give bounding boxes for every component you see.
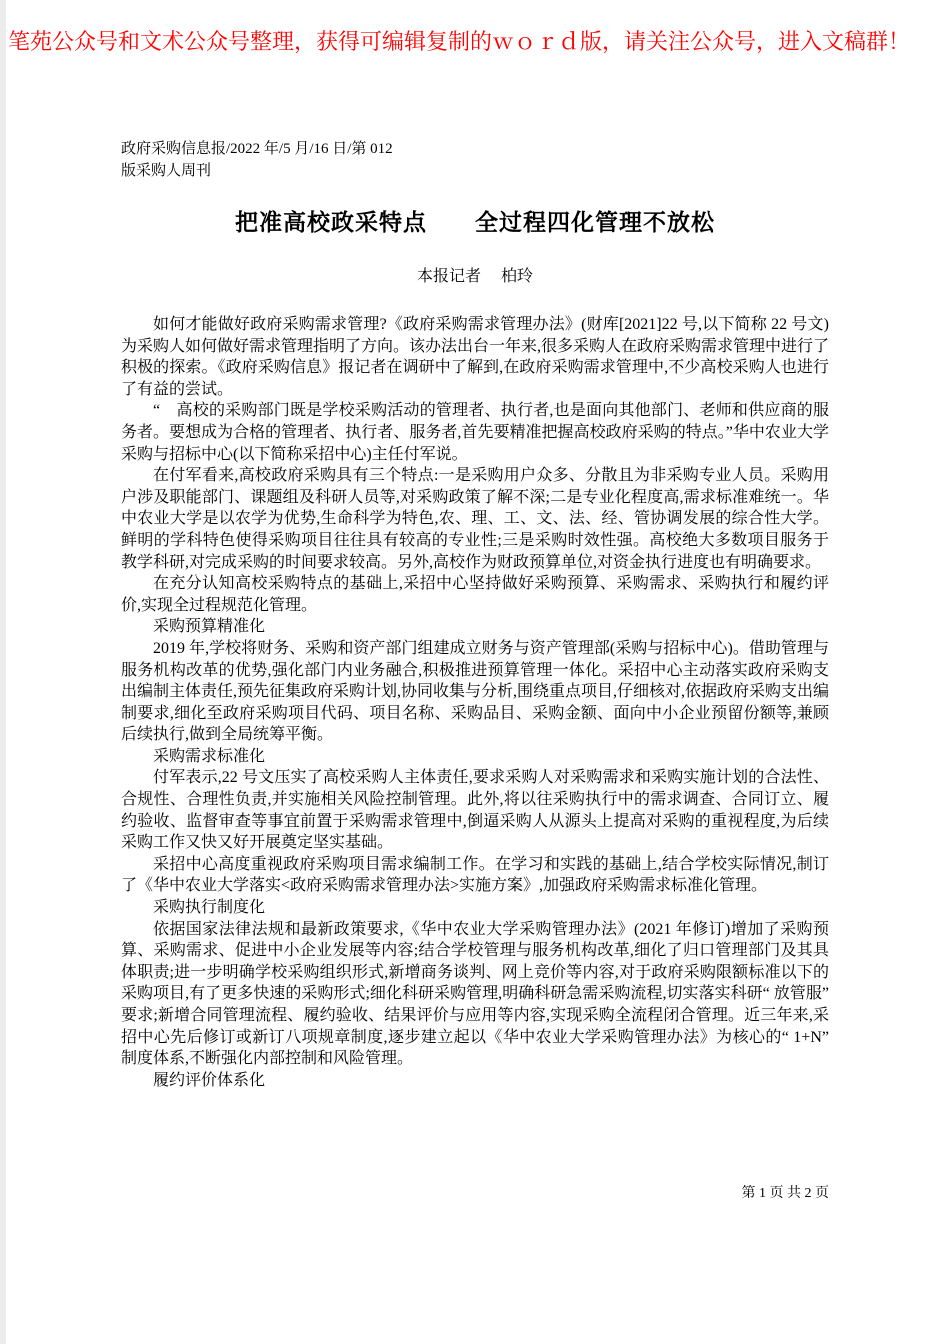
page-number-footer: 第 1 页 共 2 页	[741, 1186, 829, 1201]
article-title: 把准高校政采特点 全过程四化管理不放松	[235, 210, 715, 235]
body-paragraph: 如何才能做好政府采购需求管理?《政府采购需求管理办法》(财库[2021]22 号,以下简称 22 号文)为采购人如何做好需求管理指明了方向。该办法出台一年来,很多采购人在政府采购需求管理中进行了积极的探索。《政府采购信息》报记者在调研中了解到,在政府采购需求管理中,不少高校采购人也进行了有益的尝试。	[121, 316, 830, 398]
promo-banner-text: 笔苑公众号和文术公众号整理，获得可编辑复制的ｗｏｒｄ版，请关注公众号，进入文稿群！	[8, 29, 911, 54]
body-paragraph: 在充分认知高校采购特点的基础上,采招中心坚持做好采购预算、采购需求、采购执行和履约评价,实现全过程规范化管理。	[121, 575, 829, 614]
body-paragraph: 付军表示,22 号文压实了高校采购人主体责任,要求采购人对采购需求和采购实施计划的合法性、合规性、合理性负责,并实施相关风险控制管理。此外,将以往采购执行中的需求调查、合同订立、履约验收、监督审查等事宜前置于采购需求管理中,倒逼采购人从源头上提高对采购的重视程度,为后续采购工作又快又好开展奠定坚实基础。	[121, 769, 829, 852]
section-heading: 采购需求标准化	[153, 747, 266, 765]
article-body	[121, 314, 829, 1091]
body-paragraph: 采招中心高度重视政府采购项目需求编制工作。在学习和实践的基础上,结合学校实际情况,制订了《华中农业大学落实<政府采购需求管理办法>实施方案》,加强政府采购需求标准化管理。	[121, 855, 829, 895]
source-citation	[121, 138, 829, 182]
window-left-edge	[0, 0, 6, 1344]
body-paragraph: 依据国家法律法规和最新政策要求,《华中农业大学采购管理办法》(2021 年修订)增加了采购预算、采购需求、促进中小企业发展等内容;结合学校管理与服务机构改革,细化了归口管理部门及其具体职责;进一步明确学校采购组织形式,新增商务谈判、网上竞价等内容,对于政府采购限额标准以下的采购项目,有了更多快速的采购形式;细化科研采购管理,明确科研急需采购流程,切实落实科研“ 放管服” 要求;新增合同管理流程、履约验收、结果评价与应用等内容,实现采购全流程闭合管理。近三年来,采招中心先后修订或新订八项规章制度,逐步建立起以《华中农业大学采购管理办法》为核心的“ 1+N” 制度体系,不断强化内部控制和风险管理。	[121, 920, 829, 1068]
body-paragraph: “ 高校的采购部门既是学校采购活动的管理者、执行者,也是面向其他部门、老师和供应商的服务者。要想成为合格的管理者、执行者、服务者,首先要精准把握高校政府采购的特点。”华中农业大学采购与招标中心(以下简称采招中心)主任付军说。	[121, 402, 829, 463]
article-byline: 本报记者 柏玲	[416, 268, 533, 285]
source-line-1: 政府采购信息报/2022 年/5 月/16 日/第 012	[121, 141, 393, 157]
source-line-2: 版采购人周刊	[121, 163, 212, 179]
body-paragraph: 2019 年,学校将财务、采购和资产部门组建成立财务与资产管理部(采购与招标中心)。借助管理与服务机构改革的优势,强化部门内业务融合,积极推进预算管理一体化。采招中心主动落实政府采购支出编制主体责任,预先征集政府采购计划,协同收集与分析,围绕重点项目,仔细核对,依据政府采购支出编制要求,细化至政府采购项目代码、项目名称、采购品目、采购金额、面向中小企业预留份额等,兼顾后续执行,做到全局统筹平衡。	[121, 639, 830, 744]
section-heading: 采购执行制度化	[153, 899, 266, 917]
section-heading: 采购预算精准化	[153, 618, 266, 636]
document-content	[121, 138, 829, 1091]
body-paragraph: 在付军看来,高校政府采购具有三个特点:一是采购用户众多、分散且为非采购专业人员。采购用户涉及职能部门、课题组及科研人员等,对采购政策了解不深;二是专业化程度高,需求标准难统一。华中农业大学是以农学为优势,生命科学为特色,农、理、工、文、法、经、管协调发展的综合性大学。鲜明的学科特色使得采购项目往往具有较高的专业性;三是采购时效性强。高校绝大多数项目服务于教学科研,对完成采购的时间要求较高。另外,高校作为财政预算单位,对资金执行进度也有明确要求。	[121, 467, 829, 571]
section-heading: 履约评价体系化	[153, 1071, 266, 1089]
